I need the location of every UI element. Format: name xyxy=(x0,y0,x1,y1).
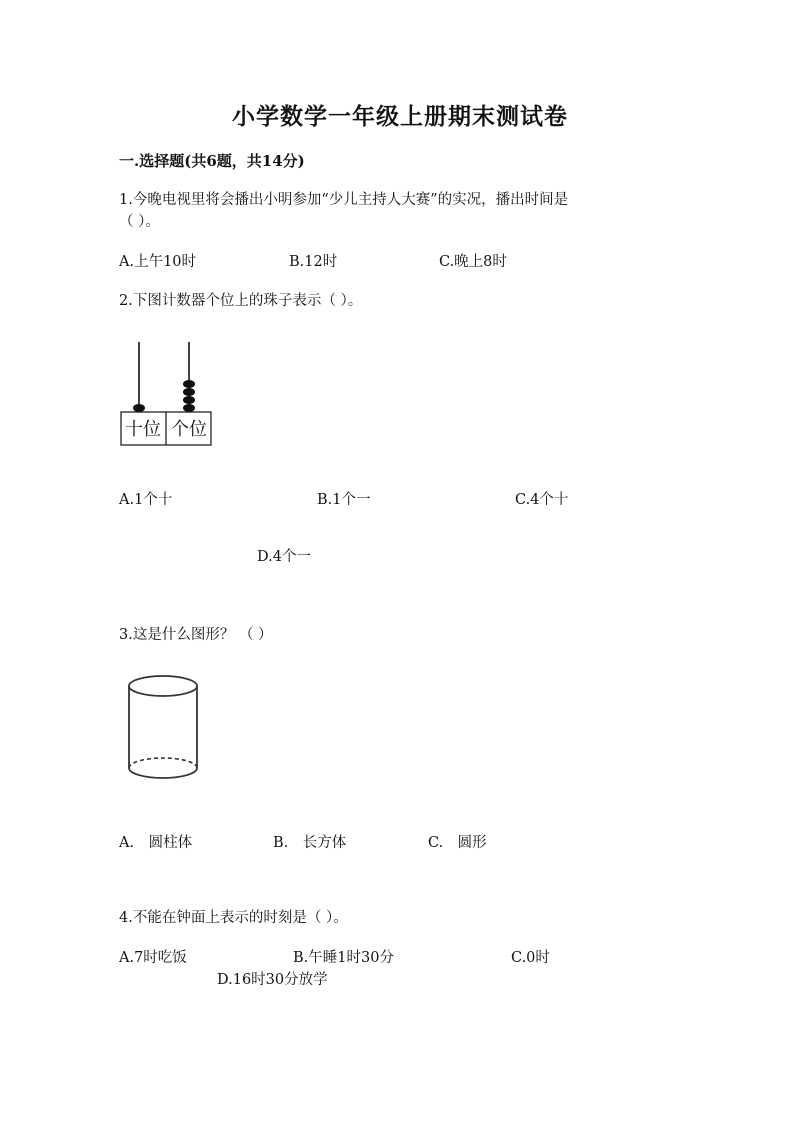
question-2-text: 2.下图计数器个位上的珠子表示（ ）。 xyxy=(119,293,363,309)
q1-option-b: B.12时 xyxy=(289,254,338,270)
cylinder-figure xyxy=(122,672,206,792)
q2-option-c: C.4个十 xyxy=(515,492,569,508)
q3-option-c: C. 圆形 xyxy=(428,835,487,851)
question-1-text: 1.今晚电视里将会播出小明参加“少儿主持人大赛”的实况，播出时间是 xyxy=(119,192,569,208)
ones-label: 个位 xyxy=(171,419,207,440)
page-title: 小学数学一年级上册期末测试卷 xyxy=(232,103,568,130)
q4-option-a: A.7时吃饭 xyxy=(119,950,187,966)
question-1-blank: （ ）。 xyxy=(119,214,160,230)
q1-option-c: C.晚上8时 xyxy=(439,254,507,270)
q4-option-d: D.16时30分放学 xyxy=(217,972,328,988)
tens-bead xyxy=(133,404,145,412)
ones-bead xyxy=(183,396,195,404)
ones-bead xyxy=(183,388,195,396)
q4-option-b: B.午睡1时30分 xyxy=(293,950,394,966)
section-heading: 一.选择题(共6题，共14分) xyxy=(119,152,305,170)
cylinder-bottom-back xyxy=(129,758,197,768)
ones-bead xyxy=(183,380,195,388)
cylinder-top xyxy=(129,676,197,696)
q2-option-a: A.1个十 xyxy=(119,492,173,508)
q3-option-b: B. 长方体 xyxy=(273,835,347,851)
q4-option-c: C.0时 xyxy=(511,950,550,966)
ones-bead xyxy=(183,404,195,412)
q3-option-a: A. 圆柱体 xyxy=(119,835,193,851)
q1-option-a: A.上午10时 xyxy=(119,254,197,270)
q2-option-b: B.1个一 xyxy=(317,492,371,508)
q2-option-d: D.4个一 xyxy=(257,549,311,565)
cylinder-bottom-front xyxy=(129,768,197,778)
question-4-text: 4.不能在钟面上表示的时刻是（ ）。 xyxy=(119,910,348,926)
abacus-figure xyxy=(118,338,218,450)
tens-label: 十位 xyxy=(125,419,161,440)
question-3-text: 3.这是什么图形？ （ ） xyxy=(119,627,273,643)
